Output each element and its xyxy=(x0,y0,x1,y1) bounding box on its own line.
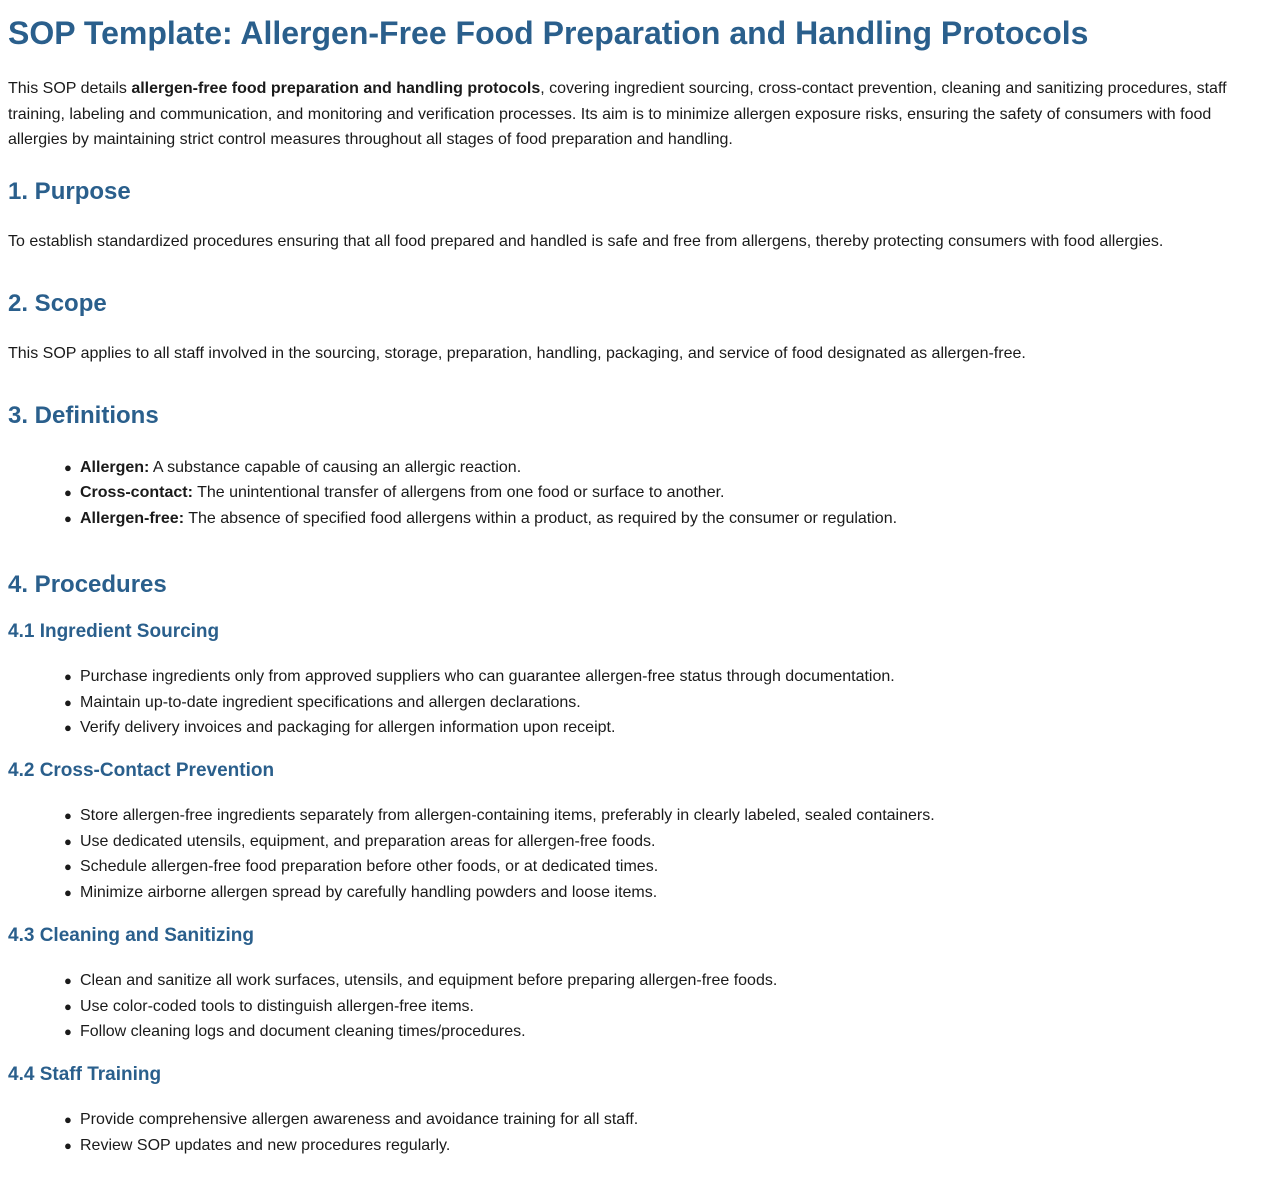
definition-item xyxy=(64,480,1238,506)
list-item-text: Follow cleaning logs and document cleaning times/procedures. xyxy=(80,1023,526,1041)
list-item xyxy=(64,1107,1238,1133)
list-item xyxy=(64,1019,1238,1045)
procedures-heading: 4. Procedures xyxy=(8,570,167,598)
intro-bold: allergen-free food preparation and handling protocols xyxy=(131,80,541,97)
definition-term: Allergen-free: xyxy=(80,510,185,528)
scope-text: This SOP applies to all staff involved in the sourcing, storage, preparation, handling, packaging, and service of food designated as allergen-free. xyxy=(8,344,1026,362)
definition-term: Allergen: xyxy=(80,458,150,476)
definitions-list xyxy=(8,455,1238,532)
section-heading-cleaning-and-sanitizing: 4.3 Cleaning and Sanitizing xyxy=(8,924,254,946)
cross-contact-prevention-list xyxy=(8,803,1238,906)
list-item-text: Use dedicated utensils, equipment, and preparation areas for allergen-free foods. xyxy=(80,832,656,850)
ingredient-sourcing-list xyxy=(8,664,1238,741)
bullet-icon: ● xyxy=(64,1024,72,1040)
bullet-icon: ● xyxy=(64,459,72,475)
bullet-icon: ● xyxy=(64,833,72,849)
section-heading-cross-contact-prevention: 4.2 Cross-Contact Prevention xyxy=(8,760,275,781)
section-heading-ingredient-sourcing: 4.1 Ingredient Sourcing xyxy=(8,620,220,642)
bullet-icon: ● xyxy=(64,972,72,988)
intro-lead: This SOP details xyxy=(8,80,132,97)
list-item xyxy=(64,1133,1238,1159)
definition-item xyxy=(64,455,1238,481)
list-item xyxy=(64,829,1238,855)
bullet-icon: ● xyxy=(64,808,72,823)
definition-desc: The absence of specified food allergens within a product, as required by the consumer or regulation. xyxy=(184,510,898,528)
list-item xyxy=(64,880,1238,906)
bullet-icon: ● xyxy=(64,1137,72,1153)
bullet-icon: ● xyxy=(64,885,72,901)
definition-term: Cross-contact: xyxy=(80,484,193,502)
definitions-heading: 3. Definitions xyxy=(8,401,159,429)
bullet-icon: ● xyxy=(64,668,72,684)
intro-rest: , covering ingredient sourcing, cross-contact prevention, cleaning and sanitizing procedures, staff training, labeling and communication, and monitoring and verification processes. Its aim is to minimize allergen exposure risks, ensuring the safety of consumers with food allergies by maintaining strict control measures throughout all stages of food preparation and handling. xyxy=(8,80,1227,149)
list-item-text: Minimize airborne allergen spread by carefully handling powders and loose items. xyxy=(80,884,658,902)
bullet-icon: ● xyxy=(64,859,72,875)
definition-item xyxy=(64,506,1238,532)
list-item-text: Clean and sanitize all work surfaces, utensils, and equipment before preparing allergen-free foods. xyxy=(80,971,778,989)
intro-paragraph xyxy=(8,76,1238,153)
bullet-icon: ● xyxy=(64,485,72,501)
purpose-text: To establish standardized procedures ensuring that all food prepared and handled is safe and free from allergens, thereby protecting consumers with food allergies. xyxy=(8,232,1164,250)
list-item xyxy=(64,854,1238,880)
list-item xyxy=(64,803,1238,829)
bullet-icon: ● xyxy=(64,1111,72,1127)
cleaning-and-sanitizing-list xyxy=(8,968,1238,1045)
list-item-text: Maintain up-to-date ingredient specifications and allergen declarations. xyxy=(80,693,581,711)
list-item xyxy=(64,994,1238,1020)
list-item xyxy=(64,664,1238,690)
bullet-icon: ● xyxy=(64,694,72,710)
list-item-text: Use color-coded tools to distinguish allergen-free items. xyxy=(80,997,474,1015)
page-title: SOP Template: Allergen-Free Food Preparation and Handling Protocols xyxy=(8,15,1089,51)
purpose-heading: 1. Purpose xyxy=(8,177,131,205)
list-item-text: Provide comprehensive allergen awareness and avoidance training for all staff. xyxy=(80,1110,639,1128)
list-item xyxy=(64,968,1238,994)
definition-desc: The unintentional transfer of allergens from one food or surface to another. xyxy=(192,484,725,502)
list-item-text: Purchase ingredients only from approved suppliers who can guarantee allergen-free status through documentation. xyxy=(80,667,895,685)
list-item-text: Store allergen-free ingredients separately from allergen-containing items, preferably in clearly labeled, sealed containers. xyxy=(80,807,935,824)
staff-training-list xyxy=(8,1107,1238,1158)
section-heading-staff-training: 4.4 Staff Training xyxy=(8,1063,162,1085)
scope-heading: 2. Scope xyxy=(8,289,107,317)
list-item-text: Verify delivery invoices and packaging for allergen information upon receipt. xyxy=(80,719,616,737)
list-item-text: Review SOP updates and new procedures regularly. xyxy=(80,1136,451,1154)
list-item xyxy=(64,690,1238,716)
bullet-icon: ● xyxy=(64,720,72,736)
bullet-icon: ● xyxy=(64,511,72,527)
list-item xyxy=(64,715,1238,741)
definition-desc: A substance capable of causing an allergic reaction. xyxy=(149,458,522,476)
list-item-text: Schedule allergen-free food preparation before other foods, or at dedicated times. xyxy=(80,858,659,876)
bullet-icon: ● xyxy=(64,998,72,1014)
